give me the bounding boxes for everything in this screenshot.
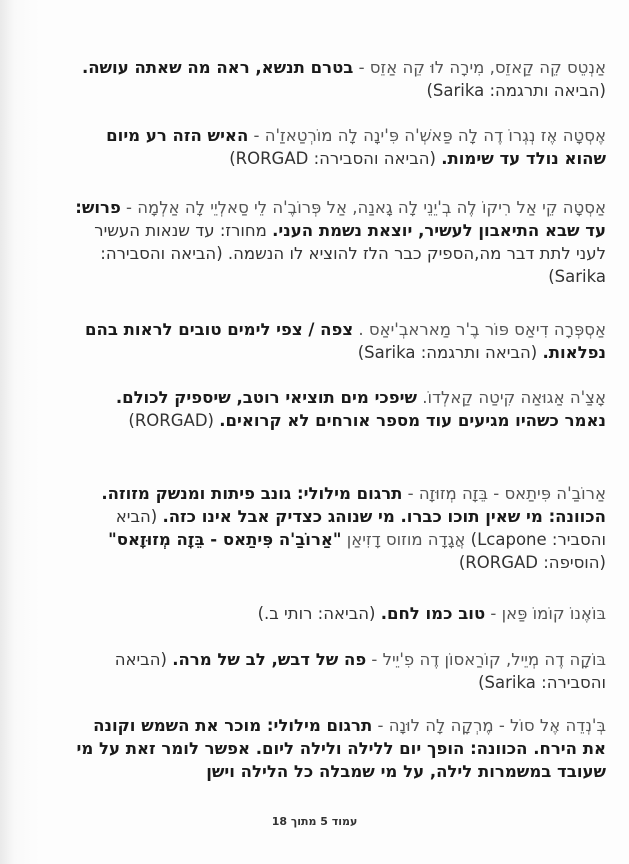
proverb-entry [72, 714, 606, 783]
hebrew-addition: "אַרוֹבַ'ה פִּיתַאס - בֵּזָה מְזוּזָאס" [108, 530, 342, 549]
proverb-entry [72, 56, 606, 102]
proverb-entry [72, 124, 606, 170]
hebrew-translation: פה של דבש, לב של מרה. [172, 650, 367, 669]
ladino-text: בּוֹקָה דֶה מְיֵיל, קוֹרַאסוֹן דֶה פִ'יֵיל - [366, 650, 606, 669]
ladino-text: אַנְטֵס קֵה קַאזֵס, מִירָה לוּ קֵה אַזֵס - [353, 58, 606, 77]
ladino-text: אַסְטָה קֵי אַל רִיקוֹ לֶה בְ'יֵנֵי לָה גָאנַה, אַל פְּרוֹבֶ'ה לֵי סַאלְיֵי לָה אַלְמָה - [120, 198, 606, 217]
proverb-entry [72, 482, 606, 574]
ladino-text: אָצַ'ה אַגוּאַה קִיטַה קַאלְדוֹ. [417, 388, 606, 407]
credit-text: (הביאה ותרגמה: Sarika) [426, 81, 606, 100]
hebrew-translation: האיש הזה רע מיום שהוא נולד עד שימות. [106, 126, 606, 168]
credit-text: (הביאה: רותי ב.) [257, 604, 381, 623]
ladino-text: אַרוֹבַ'ה פִּיתַאס - בֵּזָה מְזוּזָה - [402, 484, 606, 503]
hebrew-translation: צפה / צפי לימים טובים לראות בהם נפלאות. [85, 320, 606, 362]
proverb-entry [72, 648, 606, 694]
hebrew-translation: בטרם תנשא, ראה מה שאתה עושה. [81, 58, 354, 77]
credit-text: מחורז: עד שנאות העשיר לעני לתת דבר מה,הספיק כבר הלז להוציא לו הנשמה. (הביאה והסבירה: Sarika) [94, 221, 606, 286]
hebrew-translation: תרגום מילולי: גונב פיתות ומנשק מזוזה. הכוונה: מי שאין תוכו כברו. מי שנוהג כצדיק אבל אינו כזה. [101, 484, 606, 526]
ladino-text: בּוֹאֶנוֹ קוֹמוֹ פַּאן - [485, 604, 606, 623]
hebrew-translation: תרגום מילולי: מוכר את השמש וקונה את הירח. הכוונה: הופך יום ללילה ולילה ליום. אפשר לומר זאת על מי שעובד במשמרות לילה, על מי שמבלה כל הלילה וישן [76, 716, 606, 781]
proverb-entry [72, 196, 606, 288]
hebrew-translation: שיפכי מים תוציאי רוטב, שיספיק לכולם. נאמר כשהיו מגיעים עוד מספר אורחים לא קרואים. [115, 388, 606, 430]
credit-text: (הביאה ותרגמה: Sarika) [357, 343, 543, 362]
page-number: עמוד 5 מתוך 18 [271, 815, 358, 828]
ladino-text: אֶסְטָה אֶז נְגְרוֹ דֶה לָה פַּאשְׁ'ה פִּ'ינָה לָה מוֹרְטַאזַ'ה - [248, 126, 606, 145]
credit-text: (הביאה והסבירה: Sarika) [114, 650, 606, 692]
credit-addition: (הוסיפה: RORGAD) [458, 553, 606, 572]
credit-text: (הביא והסביר: Lcapone) [115, 507, 606, 549]
ladino-text: אַסְפְּרָה דִיאַס פּוֹר בֶ'ר מַאראבְ'יאַס . [353, 320, 606, 339]
ladino-addition: אֲגָדָה מוזוס דָזִיאַן [341, 530, 466, 549]
credit-text: (RORGAD) [128, 411, 220, 430]
ladino-text: בְּ'נְדֵה אֶל סוֹל - מֶרְקָה לָה לוּנָה - [372, 716, 606, 735]
proverb-entry [72, 318, 606, 364]
credit-text: (הביאה והסבירה: RORGAD) [229, 149, 442, 168]
proverb-entry [72, 602, 606, 625]
hebrew-translation: פרוש: עד שבא התיאבון לעשיר, יוצאת נשמת העני. [75, 198, 606, 240]
hebrew-translation: טוב כמו לחם. [380, 604, 486, 623]
proverb-entry [72, 386, 606, 432]
